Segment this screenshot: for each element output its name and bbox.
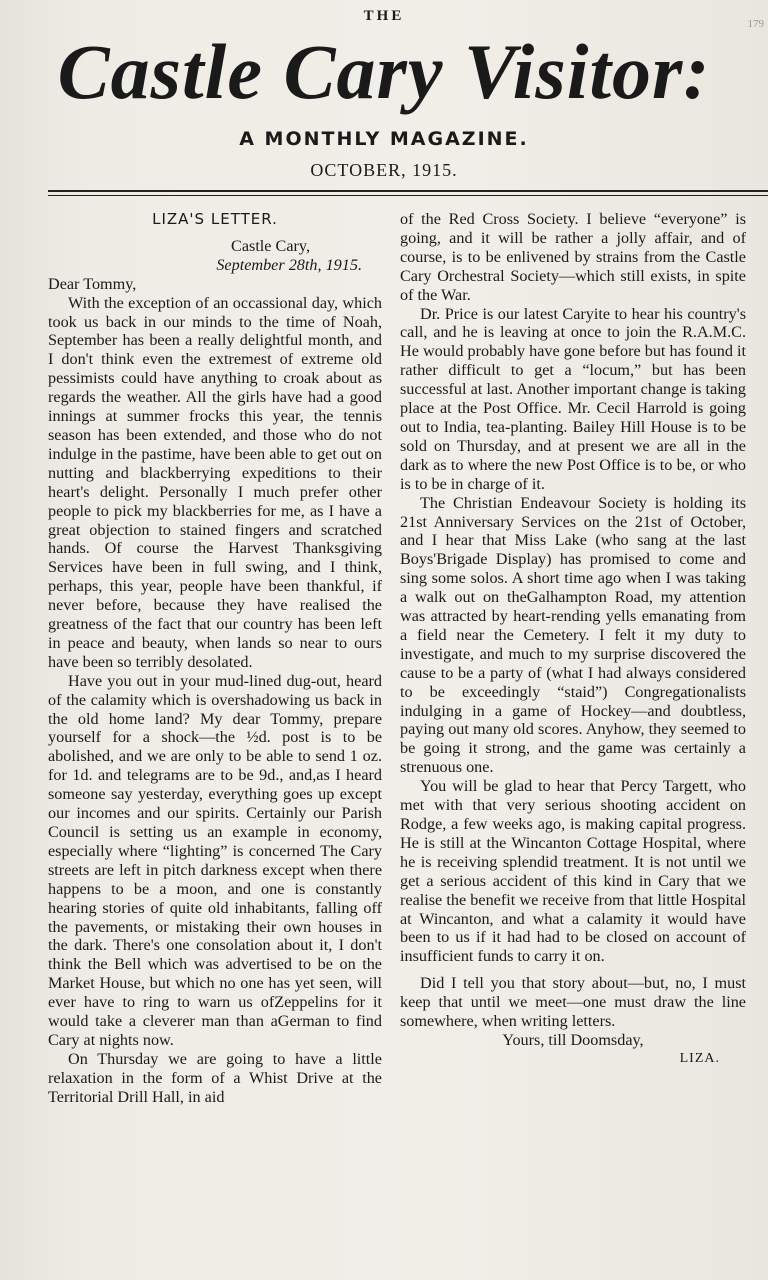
right-column xyxy=(400,210,746,1069)
letter-paragraph: With the exception of an occassional day, which took us back in our minds to the time of Noah, September has been a really delightful month, and I don't think even the extremest of extreme old pessimists could have anything to croak about as regards the weather. All the girls have had a good innings at summer frocks this year, the tennis season has been extended, and those who do not indulge in the pastime, have been able to get out on nutting and blackberrying expeditions to their heart's delight. Personally I much prefer other people to pick my blackberries for me, as I have a great objection to stained fingers and scratched hands. Of course the Harvest Thanksgiving Services have been in full swing, and I think, perhaps, this year, people have been thankful, if never before, because they have realised the greatness of the fact that our country has been left in peace and beauty, when lands so near to ours have been so terribly desolated. xyxy=(48,293,382,671)
letter-paragraph: You will be glad to hear that Percy Targett, who met with that very serious shooting accident on Rodge, a few weeks ago, is making capital progress. He is still at the Wincanton Cottage Hospital, where he is receiving splendid treatment. It is not until we get a serious accident of this kind in Cary that we realise the benefit we receive from that little Hospital at Wincanton, and what a calamity it would have been to us if it had had to be closed on account of insufficient funds to carry it on. xyxy=(400,777,746,966)
letter-salutation: Dear Tommy, xyxy=(48,274,137,293)
header-rule-thick xyxy=(48,190,768,192)
masthead-title: Castle Cary Visitor: xyxy=(57,28,711,115)
letter-paragraph: Have you out in your mud-lined dug-out, heard of the calamity which is overshadowing us back in the old home land? My dear Tommy, prepare yourself for a shock—the ½d. post is to be abolished, and we are only to be able to send 1 oz. for 1d. and telegrams are to be 9d., and,as I heard someone say yesterday, everything goes up except our incomes and our spirits. Certainly our Parish Council is setting us an example in economy, especially where “lighting” is concerned The Cary streets are left in pitch darkness except when there happens to be a moon, and one is constantly hearing stories of quite old inhabitants, falling off the pavements, or mistaking their own houses in the dark. There's one consolation about it, I don't think the Bell which was advertised to be on the Market House, but which no one has yet seen, will ever have to ring to warn us ofZeppelins for it would take a cleverer man than aGerman to find Cary at nights now. xyxy=(48,671,382,1049)
page-number: 179 xyxy=(747,18,764,30)
masthead-kicker: THE xyxy=(363,8,405,24)
letter-paragraph: Dr. Price is our latest Caryite to hear his country's call, and he is leaving at once to join the R.A.M.C. He would probably have gone before but has found it rather difficult to get a “locum,” but has been successful at last. Another important change is taking place at the Post Office. Mr. Cecil Harrold is going out to India, tea-planting. Bailey Hill House is to be sold on Thursday, and at present we are all in the dark as to where the new Post Office is to be, or who is to be in charge of it. xyxy=(400,304,746,493)
letter-paragraph: Did I tell you that story about—but, no, I must keep that until we meet—one must draw the line somewhere, when writing letters. xyxy=(400,974,746,1031)
letter-heading: LIZA'S LETTER. xyxy=(152,210,278,228)
letter-date: September 28th, 1915. xyxy=(216,255,362,274)
letter-place: Castle Cary, xyxy=(231,236,310,255)
letter-paragraph-split-start: On Thursday we are going to have a little relaxation in the form of a Whist Drive at the Territorial Drill Hall, in aid xyxy=(48,1049,382,1106)
letter-paragraph-split-end: of the Red Cross Society. I believe “everyone” is going, and it will be rather a jolly affair, and of course, is to be enlivened by strains from the Castle Cary Orchestral Society—which still exists, in spite of the War. xyxy=(400,210,746,304)
header-rule-thin xyxy=(48,195,768,196)
magazine-subtitle: A MONTHLY MAGAZINE. xyxy=(239,128,529,150)
left-column xyxy=(48,208,382,1107)
letter-closing: Yours, till Doomsday, xyxy=(502,1030,644,1049)
issue-date: OCTOBER, 1915. xyxy=(310,160,458,180)
letter-signature: LIZA. xyxy=(679,1050,720,1066)
letter-paragraph: The Christian Endeavour Society is holding its 21st Anniversary Services on the 21st of October, and I hear that Miss Lake (who sang at the last Boys'Brigade Display) has promised to come and sing some solos. A short time ago when I was taking a walk out on theGalhampton Road, my attention was attracted by heart-rending yells emanating from a field near the Cemetery. I felt it my duty to investigate, and much to my surprise discovered the cause to be a party of (what I had always considered to be exceedingly “staid”) Congregationalists indulging in a game of Hockey—and doubtless, paying out many old scores. Anyhow, they seemed to be going it strong, and the game was certainly a strenuous one. xyxy=(400,493,746,777)
